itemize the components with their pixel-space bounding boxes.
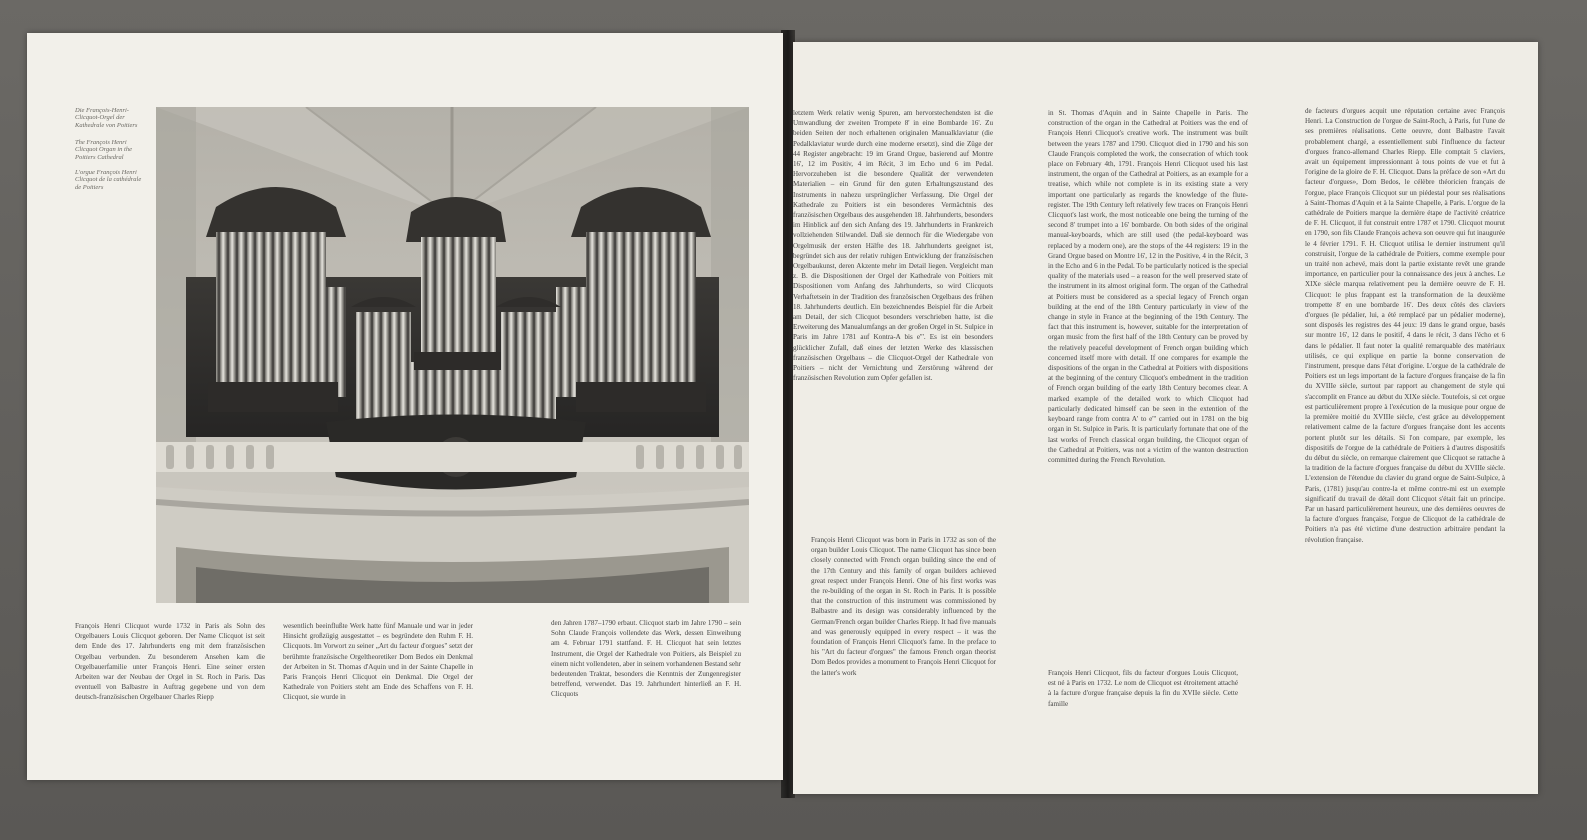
english-paragraph-2: in St. Thomas d'Aquin and in Sainte Chapelle in Paris. The construction of the organ in the Cathedral at Poitiers was the end of François Henri Clicquot's creative work. The instrument was built between the years 1787 and 1790. Clicquot died in 1790 and his son Claude François completed the work, the consecration of which took place on February 4th, 1791. François Henri Clicquot used his last instrument, the organ of the Cathedral at Poitiers, as an example for a treatise, which while not complete is in its existing state a very important one particularly as regards the knowledge of the flute-register. The 19th Century left relatively few traces on François Henri Clicquot's last work, the most noticeable one being the turning of the second 8' trumpet into a 16' bombarde. On both sides of the original manual-keyboards, which are still used (the pedal-keyboard was replaced by a modern one), are the stops of the 44 registers: 19 in the Grand Orgue based on Montre 16', 12 in the Positive, 4 in the Récit, 3 in the Echo and 6 in the Pedal. To be particularly noticed is the special quality of the materials used – a reason for the well preserved state of the instrument in its almost original form. The organ of the Cathedral at Poitiers must be considered as a special legacy of French organ building at the end of the 18th Century particularly in view of the change in style in France at the beginning of the 19th Century. The fact that this instrument is, however, suitable for the interpretation of organ music from the first half of the 18th Century can be proved by the relatively peaceful development of French organ building which concerned itself more with detail. If one compares for example the dispositions of the organ in the Cathedral at Poitiers with dispositions at the beginning of the century Clicquot's embedment in the tradition of French organ building of the early 18th Century becomes clear. A marked example of the detailed work to which Clicquot had particularly dedicated himself can be seen in the extention of the keyboard range from contra A' to e''' carried out in 1781 on the big organ in St. Sulpice in Paris. It is particularly fortunate that one of the last works of French classical organ building, the Clicquot organ of the Cathedral at Poitiers, was not a victim of the wanton destruction committed during the French Revolution.: [1048, 109, 1248, 464]
right-page: [793, 42, 1538, 794]
german-text-column-3: [551, 618, 741, 700]
german-text-column-1: [75, 621, 265, 703]
english-text-column-1: [811, 535, 996, 678]
french-text-column-1: [1048, 668, 1238, 709]
caption-english: The François Henri Clicquot Organ in the Poitiers Cathedral: [75, 139, 132, 161]
english-text-column-2: [1048, 108, 1248, 465]
german-paragraph-1: François Henri Clicquot wurde 1732 in Paris als Sohn des Orgelbauers Louis Clicquot geboren. Der Name Clicquot ist seit dem Ende des 17. Jahrhunderts eng mit dem französischen Orgelbau verbunden. Zu besonderem Ansehen kam die Orgelbauerfamilie unter François Henri. Eine seiner ersten Arbeiten war der Neubau der Orgel in St. Roch in Paris. Das eventuell von Balbastre in Auftrag gegebene und von dem deutsch-französischen Orgelbauer Charles Riepp: [75, 622, 265, 702]
french-paragraph-2: de facteurs d'orgues acquit une réputation certaine avec François Henri. La Construction de l'orgue de Saint-Roch, à Paris, fut l'une de ses premières réalisations. Cette oeuvre, dont Balbastre l'avait probablement chargé, a essentiellement subi l'influence du facteur d'orgues franco-allemand Charles Riepp. Elle comptait 5 claviers, avait un équipement impressionnant à tous points de vue et fut à l'origine de la gloire de F. H. Clicquot. Dans la préface de son «Art du facteur d'orgues», Dom Bedos, le célèbre théoricien français de l'orgue, place François Clicquot sur un piédestal pour ses réalisations à Saint-Thomas d'Aquin et à la Sainte Chapelle, à Paris. L'orgue de la cathédrale de Poitiers marque la dernière étape de l'activité créatrice de F. H. Clicquot, il fut construit entre 1787 et 1790. Clicquot mourut en 1790, son fils Claude François acheva son oeuvre qui fut inaugurée le 4 février 1791. F. H. Clicquot utilisa le dernier instrument qu'il construisit, l'orgue de la cathédrale de Poitiers, comme exemple pour un traité non achevé, mais dont la partie existante revêt une grande importance, en particulier pour la connaissance des jeux à anches. Le XIXe siècle marqua relativement peu la dernière oeuvre de F. H. Clicquot: le plus frappant est la transformation de la deuxième trompette 8' en une bombarde 16'. Des deux côtés des claviers d'orgues (le pédalier, lui, a été remplacé par un pédalier moderne), sont disposés les registres des 44 jeux: 19 dans le grand orgue, basés sur montre 16', 12 dans le positif, 4 dans le récit, 3 dans l'écho et 6 dans le pédalier. Il faut noter la qualité remarquable des matériaux utilisés, ce qui explique en partie la bonne conservation de l'instrument, presque dans l'état d'origine. L'orgue de la cathédrale de Poitiers est un legs important de la facture d'orgues française de la fin du XVIIIe siècle, surtout par rapport au changement de style qui s'accomplit en France au début du XIXe siècle. Toutefois, si cet orgue est particulièrement propre à l'exécution de la musique pour orgue de la première moitié du XVIIIe siècle, c'est grâce au développement relativement calme de la facture d'orgues française dont les accents portent plutôt sur les détails. Si l'on compare, par exemple, les dispositifs de l'orgue de la cathédrale de Poitiers à d'autres dispositifs du début du siècle, on remarque clairement que Clicquot se rattache à la tradition de la facture d'orgues française du début du XVIIIe siècle. L'extension de l'étendue du clavier du grand orgue de Saint-Sulpice, à Paris, (1781) jusqu'au contre-la et même contre-mi est un exemple significatif du travail de détail dont Clicquot s'était fait un principe. Par un hasard particulièrement heureux, une des dernières oeuvres de la facture d'orgues française, l'orgue de Clicquot de la cathédrale de Poitiers n'a pas été victime d'une destruction arbitraire pendant la révolution française.: [1305, 107, 1505, 544]
german-text-column-4: [793, 108, 993, 383]
german-text-column-2: [283, 621, 473, 703]
caption-german: Die François-Henri-Clicquot-Orgel der Kathedrale von Poitiers: [75, 107, 138, 129]
english-paragraph-1: François Henri Clicquot was born in Paris in 1732 as son of the organ builder Louis Clicquot. The name Clicquot has since been closely connected with French organ building since the end of the 17th Century and this family of organ builders achieved great respect under François Henri. One of his first works was the re-building of the organ in St. Roch in Paris. It is possible that the construction of this instrument was commissioned by Balbastre and its design was considerably influenced by the German/French organ builder Charles Riepp. It had five manuals and was generously equipped in every respect – it was the foundation of François Henri Clicquot's fame. In the preface to his "Art du facteur d'orgues" the famous French organ theorist Dom Bedos provides a monument to François Henri Clicquot for the latter's work: [811, 536, 996, 677]
german-paragraph-3: den Jahren 1787–1790 erbaut. Clicquot starb im Jahre 1790 – sein Sohn Claude François vollendete das Werk, dessen Einweihung am 4. Februar 1791 stattfand. F. H. Clicquot hat sein letztes Instrument, die Orgel der Kathedrale von Poitiers, als Beispiel zu einem nicht vollendeten, aber in seinem vorhandenen Bestand sehr bedeutenden Traktat, besonders die Kenntnis der Zungenregister betreffend, verwendet. Das 19. Jahrhundert hinterließ an F. H. Clicquots: [551, 619, 741, 699]
german-paragraph-4: letztem Werk relativ wenig Spuren, am hervorstechendsten ist die Umwandlung der zweiten Trompete 8' in eine Bombarde 16'. Zu beiden Seiten der noch erhaltenen originalen Manualklaviatur (die Pedalklaviatur wurde durch eine moderne ersetzt), sind die Züge der 44 Register angebracht: 19 im Grand Orgue, basierend auf Montre 16', 12 im Positiv, 4 im Récit, 3 im Echo und 6 im Pedal. Hervorzuheben ist die besondere Qualität der verwendeten Materialien – ein Grund für den guten Erhaltungszustand des Instruments in nahezu ursprünglicher Verfassung. Die Orgel der Kathedrale zu Poitiers ist ein besonderes Vermächtnis des französischen Orgelbaus des ausgehenden 18. Jahrhunderts, besonders im Hinblick auf den sich Anfang des 19. Jahrhunderts in Frankreich vollziehenden Stilwandel. Daß sie dennoch für die Wiedergabe von Orgelmusik der ersten Hälfte des 18. Jahrhunderts geeignet ist, begründet sich aus der relativ ruhigen Entwicklung der französischen Orgelbaukunst, deren Akzente mehr im Detail liegen. Vergleicht man z. B. die Dispositionen der Orgel der Kathedrale von Poitiers mit Dispositionen vom Anfang des Jahrhunderts, so wird Clicquots Verhaftetsein in der Tradition des französischen Orgelbaus des frühen 18. Jahrhunderts deutlich. Ein bezeichnendes Beispiel für die Arbeit am Detail, der sich Clicquot besonders verschrieben hatte, ist die Erweiterung des Manualumfangs an der großen Orgel in St. Sulpice in Paris im Jahre 1781 auf Kontra-A bis e'''. Es ist ein besonders glücklicher Zufall, daß eines der letzten Werke des klassischen französischen Orgelbaus – die Clicquot-Orgel der Kathedrale von Poitiers – nicht der Vernichtung und Zerstörung während der französischen Revolution zum Opfer gefallen ist.: [793, 109, 994, 383]
french-text-column-2: [1305, 106, 1505, 545]
german-paragraph-2: wesentlich beeinflußte Werk hatte fünf Manuale und war in jeder Hinsicht großzügig ausgestattet – es begründete den Ruhm F. H. Clicquots. Im Vorwort zu seiner „Art du facteur d'orgues" setzt der berühmte französische Orgeltheoretiker Dom Bedos ein Denkmal der Arbeiten in St. Thomas d'Aquin und in der Sainte Chapelle in Paris François Henri Clicquot ein Denkmal. Die Orgel der Kathedrale von Poitiers steht am Ende des Schaffens von F. H. Clicquot, sie wurde in: [283, 622, 473, 702]
french-paragraph-1: François Henri Clicquot, fils du facteur d'orgues Louis Clicquot, est né à Paris en 1732. Le nom de Clicquot est étroitement attaché à la facture d'orgue française depuis la fin du XVIIe siècle. Cette famille: [1048, 669, 1238, 708]
caption-french: L'orgue François Henri Clicquot de la cathédrale de Poitiers: [75, 169, 142, 191]
organ-photograph: [156, 107, 749, 603]
left-page: [27, 33, 783, 780]
